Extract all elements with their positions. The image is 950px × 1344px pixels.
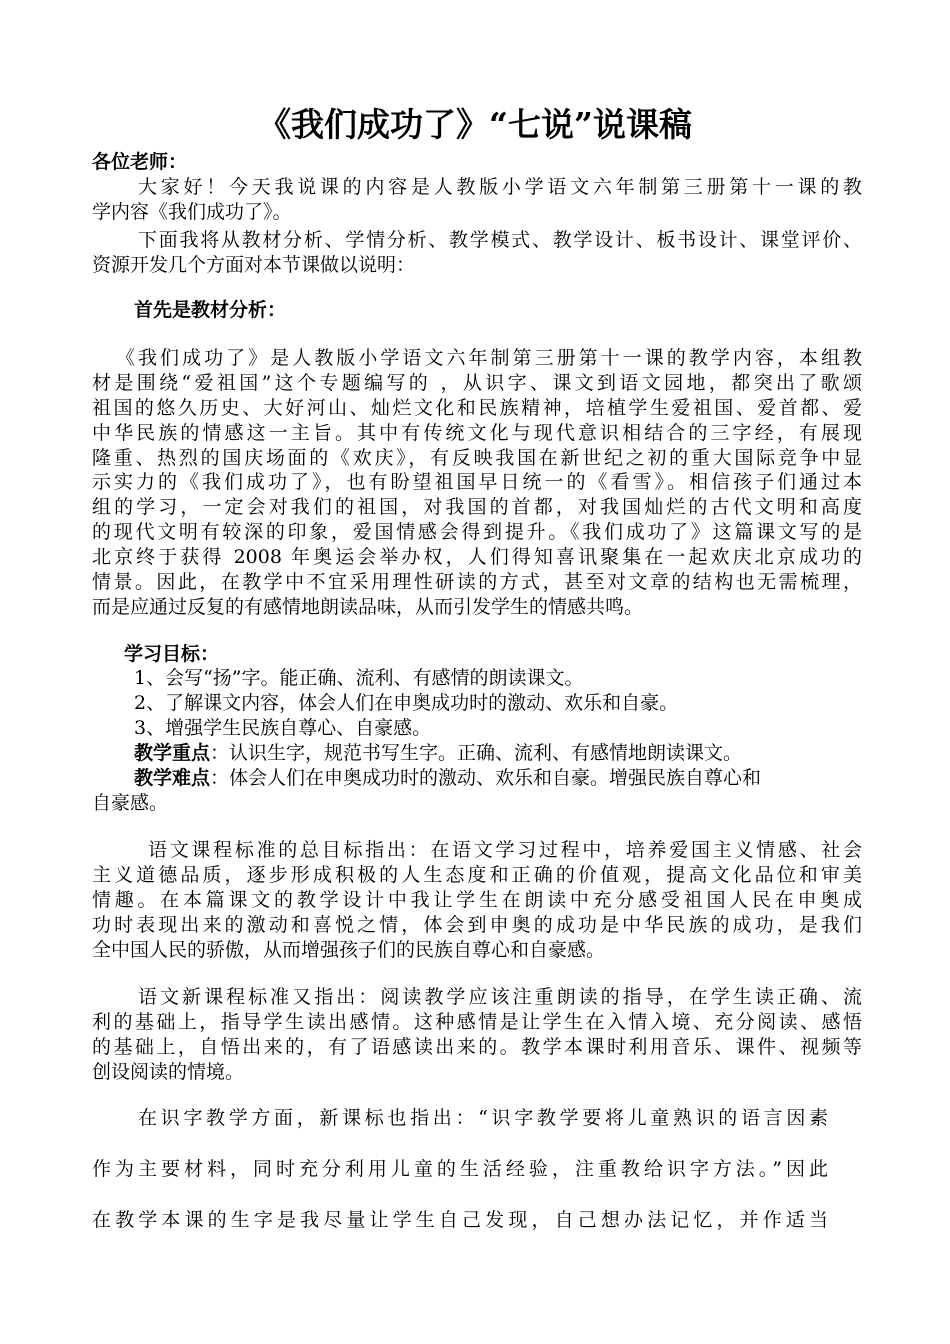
analysis-line: 材是围绕“爱祖国”这个专题编写的 ，从识字、课文到语文园地，都突出了歌颂 bbox=[92, 372, 862, 394]
analysis-line: 的现代文明有较深的印象，爱国情感会得到提升。《我们成功了》这篇课文写的是 bbox=[92, 521, 862, 543]
difficulty-text: ：体会人们在申奥成功时的激动、欢乐和自豪。增强民族自尊心和 bbox=[210, 767, 762, 789]
intro-line: 资源开发几个方面对本节课做以说明： bbox=[92, 254, 416, 276]
teaching-key-points bbox=[134, 741, 742, 765]
new-standard-line: 的基础上，自悟出来的，有了语感读出来的。教学本课时利用音乐、课件、视频等 bbox=[92, 1036, 862, 1058]
goal-item: 3、增强学生民族自尊心、自豪感。 bbox=[134, 717, 432, 739]
document-title: 《我们成功了》“七说”说课稿 bbox=[258, 105, 692, 144]
key-points-label: 教学重点 bbox=[134, 742, 211, 764]
section-heading-analysis: 首先是教材分析： bbox=[134, 299, 287, 321]
new-standard-line: 利的基础上，指导学生读出感情。这种感情是让学生在入情入境、充分阅读、感悟 bbox=[92, 1011, 862, 1033]
analysis-line: 示实力的《我们成功了》，也有盼望祖国早日统一的《看雪》。相信孩子们通过本 bbox=[92, 471, 862, 493]
intro-line: 学内容《我们成功了》。 bbox=[92, 201, 292, 223]
greeting: 各位老师： bbox=[92, 151, 188, 173]
key-points-text: ：认识生字，规范书写生字。正确、流利、有感情地朗读课文。 bbox=[210, 742, 743, 764]
standard-line: 主义道德品质，逐步形成积极的人生态度和正确的价值观，提高文化品位和审美 bbox=[92, 864, 862, 886]
standard-line: 功时表现出来的激动和喜悦之情，体会到申奥的成功是中华民族的成功，是我们 bbox=[92, 914, 862, 936]
literacy-line: 作为主要材料，同时充分利用儿童的生活经验，注重教给识字方法。”因此 bbox=[92, 1158, 828, 1180]
analysis-line: 情景。因此，在教学中不宜采用理性研读的方式，甚至对文章的结构也无需梳理， bbox=[92, 571, 862, 593]
literacy-line: 在教学本课的生字是我尽量让学生自己发现，自己想办法记忆，并作适当 bbox=[92, 1209, 828, 1231]
difficulty-label: 教学难点 bbox=[134, 767, 211, 789]
analysis-line: 《我们成功了》是人教版小学语文六年制第三册第十一课的教学内容，本组教 bbox=[116, 347, 862, 369]
standard-line: 语文课程标准的总目标指出：在语文学习过程中，培养爱国主义情感、社会 bbox=[148, 839, 862, 861]
analysis-line: 祖国的悠久历史、大好河山、灿烂文化和民族精神，培植学生爱祖国、爱首都、爱 bbox=[92, 397, 862, 419]
literacy-line: 在识字教学方面，新课标也指出：“识字教学要将儿童熟识的语言因素 bbox=[138, 1107, 828, 1129]
analysis-line: 北京终于获得 2008 年奥运会举办权，人们得知喜讯聚集在一起欢庆北京成功的 bbox=[92, 546, 862, 568]
analysis-line: 隆重、热烈的国庆场面的《欢庆》，有反映我国在新世纪之初的重大国际竞争中显 bbox=[92, 447, 862, 469]
intro-line: 大家好！今天我说课的内容是人教版小学语文六年制第三册第十一课的教 bbox=[138, 176, 862, 198]
goals-heading: 学习目标： bbox=[124, 643, 220, 665]
teaching-difficulty bbox=[134, 766, 761, 790]
standard-line: 全中国人民的骄傲，从而增强孩子们的民族自尊心和自豪感。 bbox=[92, 939, 606, 961]
analysis-line: 组的学习，一定会对我们的祖国，对我国的首都，对我国灿烂的古代文明和高度 bbox=[92, 496, 862, 518]
goal-item: 2、了解课文内容，体会人们在申奥成功时的激动、欢乐和自豪。 bbox=[134, 692, 679, 714]
goal-item: 1、会写“扬”字。能正确、流利、有感情的朗读课文。 bbox=[134, 667, 584, 689]
analysis-line: 中华民族的情感这一主旨。其中有传统文化与现代意识相结合的三字经，有展现 bbox=[92, 422, 862, 444]
intro-line: 下面我将从教材分析、学情分析、教学模式、教学设计、板书设计、课堂评价、 bbox=[138, 229, 862, 251]
new-standard-line: 语文新课程标准又指出：阅读教学应该注重朗读的指导，在学生读正确、流 bbox=[138, 986, 862, 1008]
new-standard-line: 创设阅读的情境。 bbox=[92, 1061, 245, 1083]
standard-line: 情趣。在本篇课文的教学设计中我让学生在朗读中充分感受祖国人民在申奥成 bbox=[92, 889, 862, 911]
difficulty-continued: 自豪感。 bbox=[92, 792, 169, 814]
analysis-line: 而是应通过反复的有感情地朗读品味，从而引发学生的情感共鸣。 bbox=[92, 596, 644, 618]
